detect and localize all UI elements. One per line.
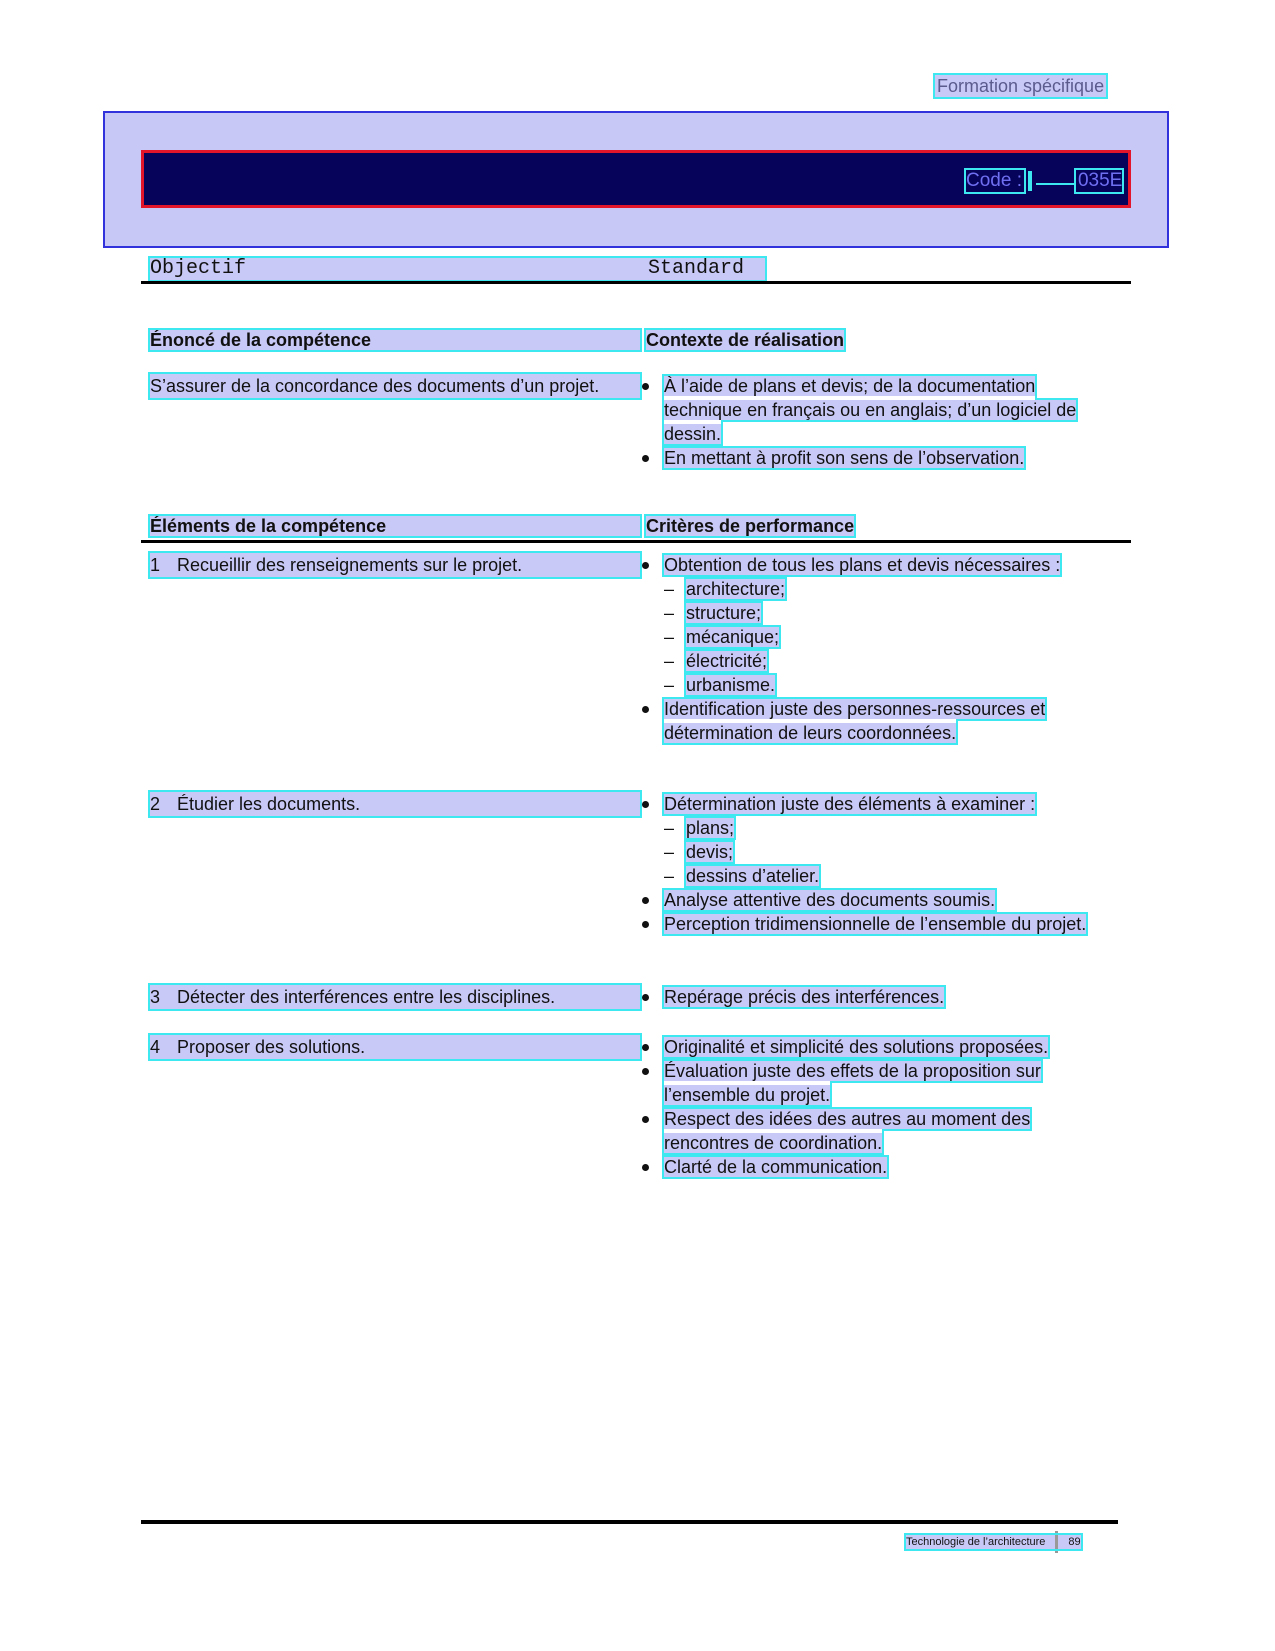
objective-label: Objectif	[150, 257, 247, 280]
element-row	[150, 553, 640, 577]
subitem-text: plans;	[686, 818, 735, 838]
dash-icon: –	[664, 603, 675, 623]
page-footer	[906, 1535, 1081, 1549]
criteria-heading: Critères de performance	[646, 516, 855, 536]
criterion-item	[642, 912, 1112, 936]
bullet-icon	[642, 897, 649, 904]
criterion-item	[642, 1059, 1112, 1107]
element-row	[150, 1035, 640, 1059]
standard-label: Standard	[648, 257, 745, 280]
criterion-text: En mettant à profit son sens de l’observation.	[664, 448, 1025, 468]
criterion-text: Détermination juste des éléments à examiner :	[664, 794, 1036, 814]
competency-code	[966, 170, 1122, 192]
criterion-item	[642, 985, 1112, 1009]
statement-heading: Énoncé de la compétence	[150, 330, 640, 350]
criterion-text: Clarté de la communication.	[664, 1157, 888, 1177]
page-number: 89	[1068, 1536, 1081, 1548]
element-row	[150, 985, 640, 1009]
dash-icon: –	[664, 866, 675, 886]
element-text: Étudier les documents.	[177, 794, 361, 814]
bullet-icon	[642, 801, 649, 808]
bullet-icon	[642, 1044, 649, 1051]
criterion-item	[642, 1035, 1112, 1059]
criterion-subitem	[642, 625, 1112, 649]
elements-heading: Éléments de la compétence	[150, 516, 640, 536]
bullet-icon	[642, 562, 649, 569]
criterion-text: Perception tridimensionnelle de l’ensemble du projet.	[664, 914, 1087, 934]
criterion-text: Analyse attentive des documents soumis.	[664, 890, 996, 910]
dash-icon: –	[664, 579, 675, 599]
criteria-list	[642, 1035, 1112, 1179]
criterion-item	[642, 446, 1112, 470]
dash-icon: –	[664, 842, 675, 862]
context-heading: Contexte de réalisation	[646, 330, 845, 350]
subitem-text: urbanisme.	[686, 675, 776, 695]
criterion-text: Obtention de tous les plans et devis nécessaires :	[664, 555, 1061, 575]
dash-icon: –	[664, 675, 675, 695]
criterion-item	[642, 1107, 1112, 1155]
criterion-item	[642, 697, 1112, 745]
bullet-icon	[642, 994, 649, 1001]
criterion-subitem	[642, 601, 1112, 625]
criterion-subitem	[642, 673, 1112, 697]
element-number: 1	[150, 555, 161, 575]
bullet-icon	[642, 383, 649, 390]
criterion-text: Repérage précis des interférences.	[664, 987, 945, 1007]
element-row	[150, 792, 640, 816]
bullet-icon	[642, 921, 649, 928]
criteria-list	[642, 792, 1112, 936]
criterion-subitem	[642, 864, 1112, 888]
subitem-text: devis;	[686, 842, 734, 862]
code-separator	[1028, 171, 1032, 191]
criterion-text: Respect des idées des autres au moment des rencontres de coordination.	[664, 1109, 1031, 1153]
bullet-icon	[642, 706, 649, 713]
criterion-text: Identification juste des personnes-ressources et détermination de leurs coordonnées.	[664, 699, 1046, 743]
element-text: Recueillir des renseignements sur le projet.	[177, 555, 523, 575]
elements-divider	[141, 540, 1131, 543]
criterion-text: Originalité et simplicité des solutions proposées.	[664, 1037, 1049, 1057]
footer-title: Technologie de l’architecture	[906, 1536, 1046, 1548]
bullet-icon	[642, 1164, 649, 1171]
criterion-text: Évaluation juste des effets de la proposition sur l’ensemble du projet.	[664, 1061, 1041, 1105]
bullet-icon	[642, 1116, 649, 1123]
criterion-item	[642, 888, 1112, 912]
dash-icon: –	[664, 818, 675, 838]
element-number: 3	[150, 987, 161, 1007]
criteria-list	[642, 553, 1112, 745]
code-spacer	[1036, 177, 1076, 185]
criterion-subitem	[642, 840, 1112, 864]
criteria-list	[642, 985, 1112, 1009]
program-section-label: Formation spécifique	[937, 76, 1105, 96]
subitem-text: dessins d’atelier.	[686, 866, 820, 886]
element-text: Proposer des solutions.	[177, 1037, 366, 1057]
dash-icon: –	[664, 651, 675, 671]
criterion-item	[642, 374, 1112, 446]
dash-icon: –	[664, 627, 675, 647]
element-text: Détecter des interférences entre les disciplines.	[177, 987, 556, 1007]
criterion-text: À l’aide de plans et devis; de la documentation technique en français ou en anglais; d’un logiciel de dessin.	[664, 376, 1077, 444]
criterion-subitem	[642, 816, 1112, 840]
context-list	[642, 374, 1112, 470]
subitem-text: mécanique;	[686, 627, 780, 647]
code-value: 035E	[1077, 170, 1123, 191]
code-label: Code :	[966, 170, 1022, 191]
bullet-icon	[642, 1068, 649, 1075]
bullet-icon	[642, 455, 649, 462]
criterion-item	[642, 1155, 1112, 1179]
statement-text: S’assurer de la concordance des documents d’un projet.	[150, 374, 640, 398]
criterion-subitem	[642, 649, 1112, 673]
footer-separator	[1055, 1531, 1058, 1553]
objective-divider	[141, 281, 1131, 284]
element-number: 2	[150, 794, 161, 814]
element-number: 4	[150, 1037, 161, 1057]
subitem-text: structure;	[686, 603, 762, 623]
footer-rule	[141, 1520, 1118, 1524]
subitem-text: architecture;	[686, 579, 786, 599]
criterion-subitem	[642, 577, 1112, 601]
criterion-item	[642, 553, 1112, 577]
objective-standard-row	[150, 258, 765, 280]
criterion-item	[642, 792, 1112, 816]
subitem-text: électricité;	[686, 651, 768, 671]
